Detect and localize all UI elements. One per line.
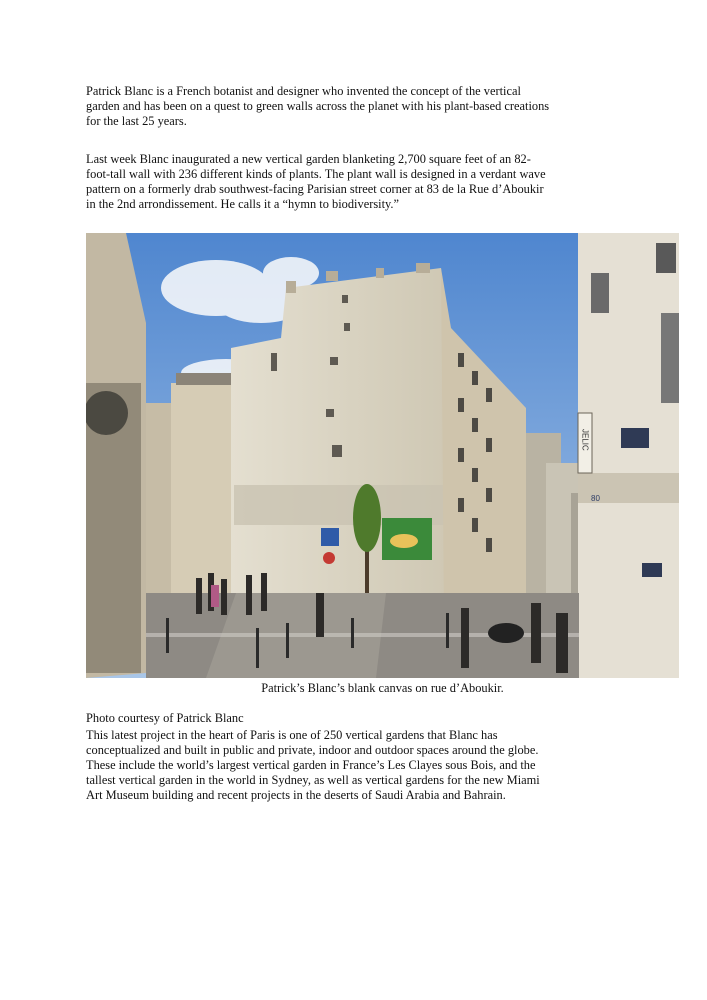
photo-caption: Patrick’s Blanc’s blank canvas on rue d’Aboukir. [261,681,504,695]
text-line: garden and has been on a quest to green walls across the planet with his plant-based creations [86,99,550,113]
text-line: tallest vertical garden in the world in Sydney, as well as vertical gardens for the new Miami [86,773,540,787]
text-line: conceptualized and built in public and private, indoor and outdoor spaces around the globe. [86,743,539,757]
text-line: Art Museum building and recent projects in the deserts of Saudi Arabia and Bahrain. [86,788,506,802]
street-number: 80 [591,494,600,503]
text-line: These include the world’s largest vertical garden in France’s Les Clayes sous Bois, and the [86,758,536,772]
street-corner-photo [86,233,679,678]
photo-credit: Photo courtesy of Patrick Blanc [86,711,244,725]
text-line: Patrick Blanc is a French botanist and designer who invented the concept of the vertical [86,84,521,98]
inauguration-paragraph [86,152,626,212]
text-line: This latest project in the heart of Paris is one of 250 vertical gardens that Blanc has [86,728,498,742]
text-line: pattern on a formerly drab southwest-facing Parisian street corner at 83 de la Rue d’Aboukir [86,182,544,196]
text-line: for the last 25 years. [86,114,187,128]
text-line: foot-tall wall with 236 different kinds of plants. The plant wall is designed in a verdant wave [86,167,546,181]
intro-paragraph [86,84,626,129]
latest-project-paragraph [86,728,626,803]
text-line: in the 2nd arrondissement. He calls it a “hymn to biodiversity.” [86,197,400,211]
text-line: Last week Blanc inaugurated a new vertical garden blanketing 2,700 square feet of an 82- [86,152,531,166]
shop-sign-text: JELIC [580,429,590,451]
